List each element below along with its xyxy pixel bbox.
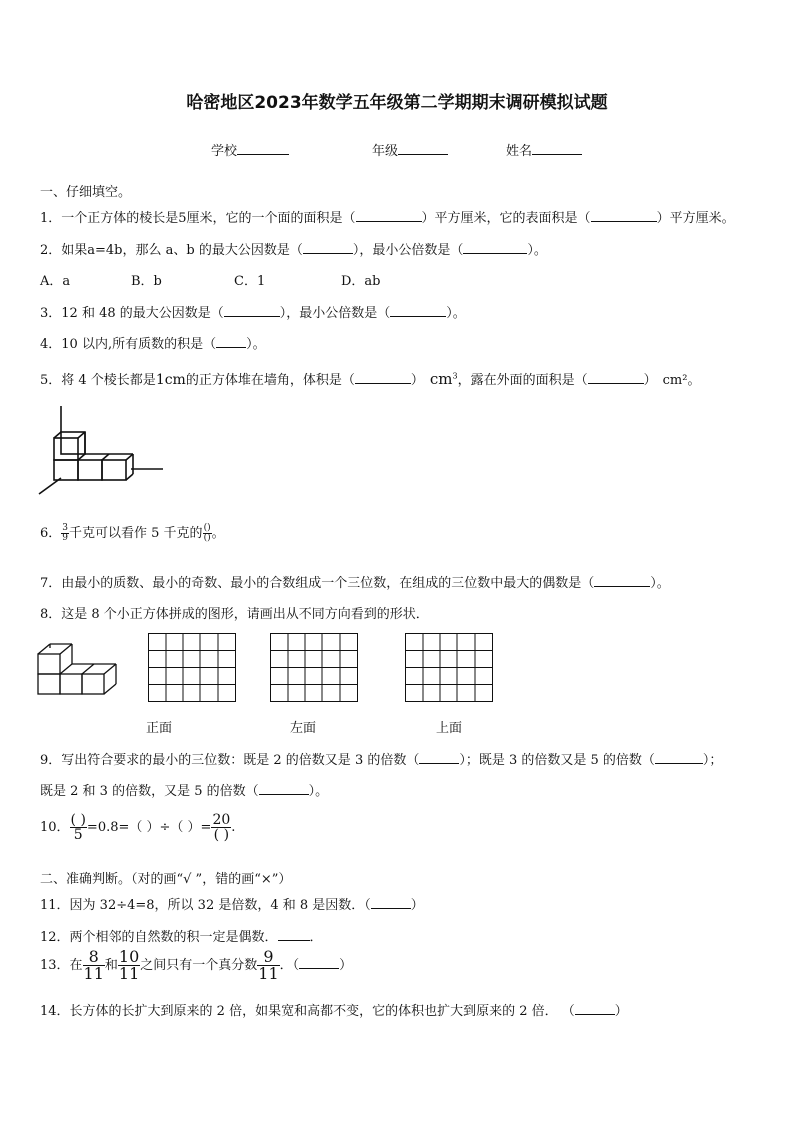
q13-fraction-1 [83,949,105,982]
q12-text-b: ． [309,930,323,945]
q9-blank-2[interactable] [655,750,703,764]
q6-answer-den[interactable]: () [203,533,211,543]
q6-fraction [61,524,69,543]
q5-unit-1: 1cm [155,372,186,388]
q9-blank-3[interactable] [259,781,309,795]
q10-fraction-2-num: 20 [212,812,231,828]
question-5 [40,369,700,388]
q6-answer-fraction[interactable] [203,524,212,543]
q5-unit-3: cm² [662,373,688,388]
q10-prefix: 10． [40,820,70,835]
grade-label: 年级 [372,144,399,159]
q10-middle: =0.8=（ ）÷（ ）= [86,820,212,835]
page-title: 哈密地区2023年数学五年级第二学期期末调研模拟试题 [186,93,608,113]
q9-text-b: ）；既是 3 的倍数又是 5 的倍数（ [459,753,655,768]
q2-blank-2[interactable] [463,240,527,254]
q2-text-c: ）。 [527,243,547,258]
q6-prefix: 6． [40,526,62,541]
school-blank[interactable] [237,141,289,155]
q2-text-b: ），最小公倍数是（ [352,243,464,258]
q6-end: 。 [211,526,225,541]
q9-text-c: ）； [702,753,723,768]
q13-fraction-1-num: 8 [83,949,105,966]
caption-left: 左面 [290,721,317,736]
q14-text-b: ） [614,1004,628,1019]
q5-blank-1[interactable] [355,370,411,384]
q14-blank[interactable] [575,1001,615,1015]
q5-blank-2[interactable] [588,370,644,384]
q11-blank[interactable] [371,895,411,909]
caption-front: 正面 [146,721,173,736]
grade-field[interactable] [372,140,448,159]
q13-fraction-1-den: 11 [83,964,104,983]
question-7 [40,572,670,591]
q10-fraction-1-den: 5 [73,827,83,843]
question-9-line-1 [40,749,722,768]
question-3 [40,302,466,321]
name-field[interactable] [506,140,582,159]
section-1-heading: 一、仔细填空。 [40,185,132,200]
q3-text-b: ），最小公倍数是（ [279,306,391,321]
q5-unit-2-sup: 3 [452,371,458,381]
caption-top: 上面 [436,721,463,736]
q12-text-a: 12．两个相邻的自然数的积一定是偶数． [40,930,278,945]
q2-text-a: 2．如果a=4b，那么 a、b 的最大公因数是（ [40,243,303,258]
question-9-line-2 [40,780,328,799]
q2-blank-1[interactable] [303,240,353,254]
q3-text-a: 3．12 和 48 的最大公因数是（ [40,306,224,321]
school-field[interactable] [211,140,289,159]
q12-blank[interactable] [278,927,310,941]
question-14 [40,1000,628,1019]
name-blank[interactable] [532,141,582,155]
q2-option-b[interactable]: B．b [131,274,162,289]
q5-text-a: 5．将 4 个棱长都是 [40,373,156,388]
q13-blank[interactable] [299,955,339,969]
section-2-heading: 二、准确判断。（对的画“√ ”，错的画“×”） [40,872,292,887]
q10-fraction-2-den[interactable]: ( ) [213,827,230,843]
question-1 [40,207,735,226]
q13-fraction-2-den: 11 [118,964,140,983]
q13-fraction-3 [257,949,279,982]
question-10 [40,813,235,842]
q3-blank-2[interactable] [390,303,446,317]
q3-text-c: ）。 [446,306,466,321]
question-2 [40,239,547,258]
question-6 [40,522,225,543]
q9-blank-1[interactable] [419,750,459,764]
left-view-grid[interactable] [270,633,359,703]
question-13 [40,949,352,982]
q5-unit-2: cm [429,370,453,388]
question-4 [40,333,266,352]
q13-end-2: ） [339,958,353,973]
grade-blank[interactable] [398,141,448,155]
q3-blank-1[interactable] [224,303,280,317]
q1-text-a: 1．一个正方体的棱长是5厘米，它的一个面的面积是（ [40,211,356,226]
q4-blank[interactable] [216,334,246,348]
q11-text-b: ） [410,898,424,913]
q5-text-b: 的正方体堆在墙角，体积是（ [185,373,355,388]
q11-text-a: 11．因为 32÷4=8，所以 32 是倍数，4 和 8 是因数．（ [40,898,371,913]
question-12 [40,926,323,945]
q6-fraction-num: 3 [62,523,69,533]
q8-cube-figure [36,638,118,698]
q13-fraction-2 [118,949,140,982]
q13-middle: 之间只有一个真分数 [140,958,258,973]
q13-fraction-2-num: 10 [118,947,140,966]
q7-text-b: ）。 [650,576,670,591]
q7-blank[interactable] [594,573,650,587]
q1-blank-2[interactable] [591,208,657,222]
top-view-grid[interactable] [405,633,494,703]
front-view-grid[interactable] [148,633,237,703]
q6-fraction-den: 9 [62,533,69,543]
q2-option-d[interactable]: D．ab [341,274,381,289]
q13-end-1: ．（ [279,958,300,973]
q4-text-b: ）。 [246,337,266,352]
q1-blank-1[interactable] [356,208,422,222]
question-11 [40,894,424,913]
q4-text-a: 4．10 以内,所有质数的积是（ [40,337,217,352]
q14-text-a: 14．长方体的长扩大到原来的 2 倍，如果宽和高都不变，它的体积也扩大到原来的 2 倍． （ [40,1004,575,1019]
q13-prefix: 13．在 [40,958,83,973]
q5-cube-corner-figure [36,402,168,496]
q10-fraction-1-num[interactable]: ( ) [70,812,86,828]
q5-text-f: 。 [687,373,701,388]
q9-text-a: 9．写出符合要求的最小的三位数：既是 2 的倍数又是 3 的倍数（ [40,753,420,768]
q13-fraction-3-num: 9 [257,949,279,966]
q1-text-c: ）平方厘米。 [656,211,735,226]
q9-text-d: 既是 2 和 3 的倍数，又是 5 的倍数（ [40,784,259,799]
name-label: 姓名 [506,144,533,159]
q6-answer-num[interactable]: () [203,523,211,533]
q9-text-e: ）。 [308,784,329,799]
q5-text-c: ） [410,373,424,388]
q2-option-c[interactable]: C．1 [234,274,266,289]
question-8: 8．这是 8 个小正方体拼成的图形，请画出从不同方向看到的形状． [40,607,429,622]
q13-and: 和 [104,958,118,973]
q5-text-d: ，露在外面的面积是（ [457,373,588,388]
q10-fraction-2[interactable] [211,813,231,842]
q7-text-a: 7．由最小的质数、最小的奇数、最小的合数组成一个三位数，在组成的三位数中最大的偶数是（ [40,576,595,591]
q6-text: 千克可以看作 5 千克的 [69,526,203,541]
q10-fraction-1[interactable] [70,813,87,842]
q1-text-b: ）平方厘米，它的表面积是（ [421,211,591,226]
school-label: 学校 [211,144,238,159]
q5-text-e: ） [643,373,657,388]
q10-end: . [231,820,236,835]
q2-option-a[interactable]: A．a [40,274,71,289]
q13-fraction-3-den: 11 [258,964,279,983]
